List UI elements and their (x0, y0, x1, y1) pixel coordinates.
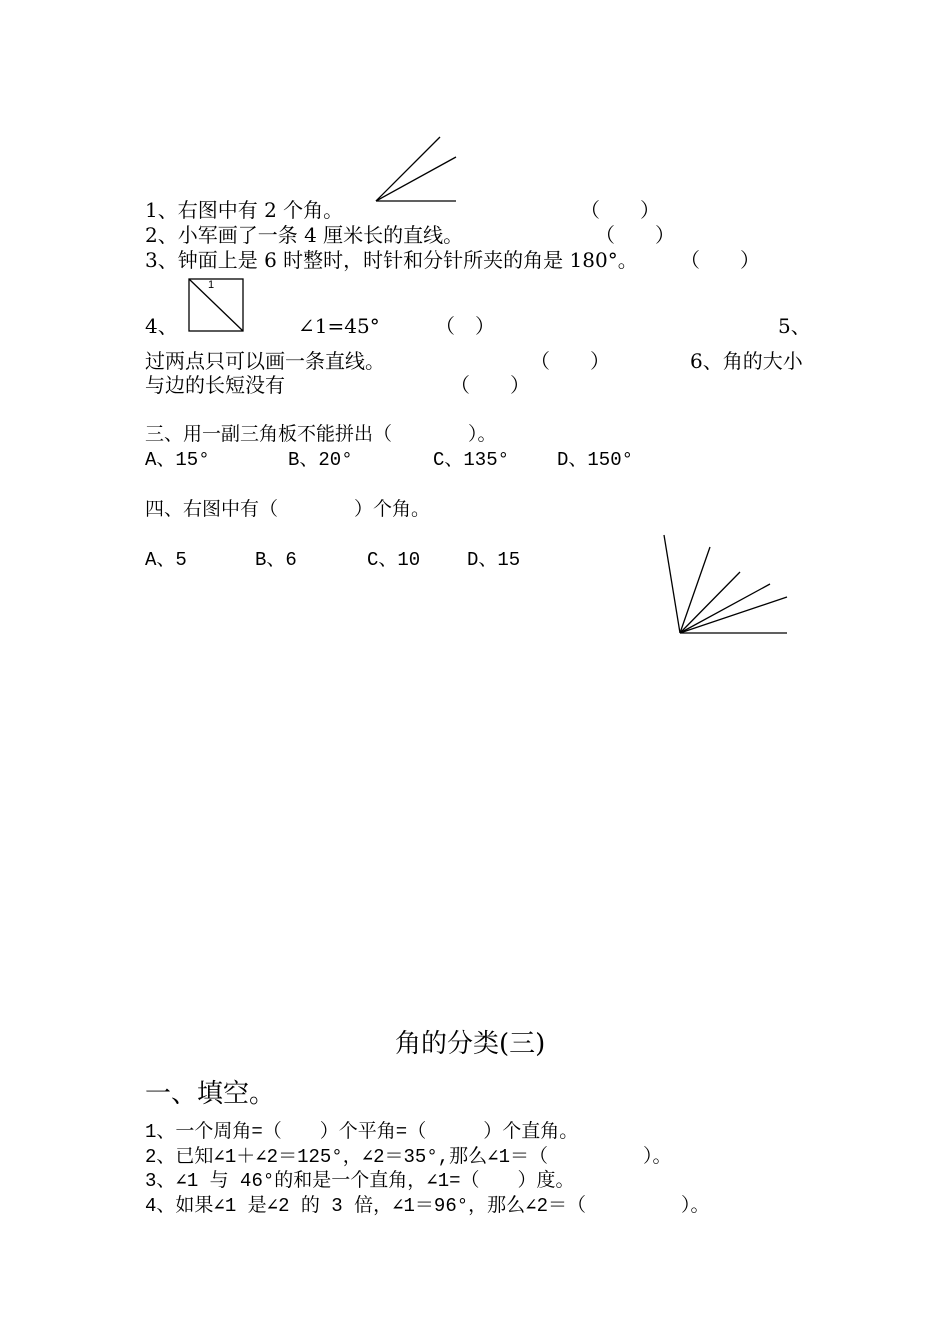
section4-option-a[interactable]: A、5 (145, 549, 187, 571)
section3-option-b[interactable]: B、20° (288, 449, 353, 471)
judge-q5-number: 5、 (778, 314, 811, 338)
fill-item-2: 2、已知∠1＋∠2＝125°，∠2＝35°,那么∠1＝（ ）。 (145, 1146, 672, 1168)
judge-q4-answer[interactable]: （ ） (435, 314, 495, 338)
judge-q6-answer[interactable]: （ ） (450, 373, 530, 397)
section3-option-c[interactable]: C、135° (433, 449, 510, 471)
page-title: 角的分类(三) (395, 1029, 546, 1059)
two-angles-figure (370, 135, 470, 207)
judge-q3: 3、钟面上是 6 时整时，时针和分针所夹的角是 180°。 (145, 248, 638, 272)
judge-q2-answer[interactable]: （ ） (595, 223, 675, 247)
judge-q4: ∠1=45° (298, 314, 380, 338)
fill-item-4: 4、如果∠1 是∠2 的 3 倍，∠1＝96°，那么∠2＝（ ）。 (145, 1195, 710, 1217)
section4-option-d[interactable]: D、15 (467, 549, 521, 571)
judge-q4-number: 4、 (145, 314, 178, 338)
judge-q6: 与边的长短没有 (145, 373, 285, 397)
square-diagonal-figure (188, 278, 246, 334)
judge-q3-answer[interactable]: （ ） (680, 248, 760, 272)
fill-item-1: 1、一个周角=（ ）个平角=（ ）个直角。 (145, 1121, 579, 1143)
judge-q1-answer[interactable]: （ ） (580, 198, 660, 222)
judge-q6-number: 6、角的大小 (690, 349, 803, 373)
judge-q5: 过两点只可以画一条直线。 (145, 349, 385, 373)
judge-q5-answer[interactable]: （ ） (530, 349, 610, 373)
fill-item-3: 3、∠1 与 46°的和是一个直角，∠1=（ ）度。 (145, 1170, 575, 1192)
section-heading: 一、填空。 (145, 1079, 276, 1109)
section4-option-c[interactable]: C、10 (367, 549, 421, 571)
judge-q1: 1、右图中有 2 个角。 (145, 198, 344, 222)
angle-1-label: 1 (208, 279, 215, 291)
section3-question: 三、用一副三角板不能拼出（ ）。 (145, 424, 497, 446)
section4-option-b[interactable]: B、6 (255, 549, 297, 571)
judge-q2: 2、小军画了一条 4 厘米长的直线。 (145, 223, 464, 247)
section4-question: 四、右图中有（ ）个角。 (145, 499, 431, 521)
rays-figure (660, 532, 790, 638)
section3-option-a[interactable]: A、15° (145, 449, 210, 471)
section3-option-d[interactable]: D、150° (557, 449, 634, 471)
